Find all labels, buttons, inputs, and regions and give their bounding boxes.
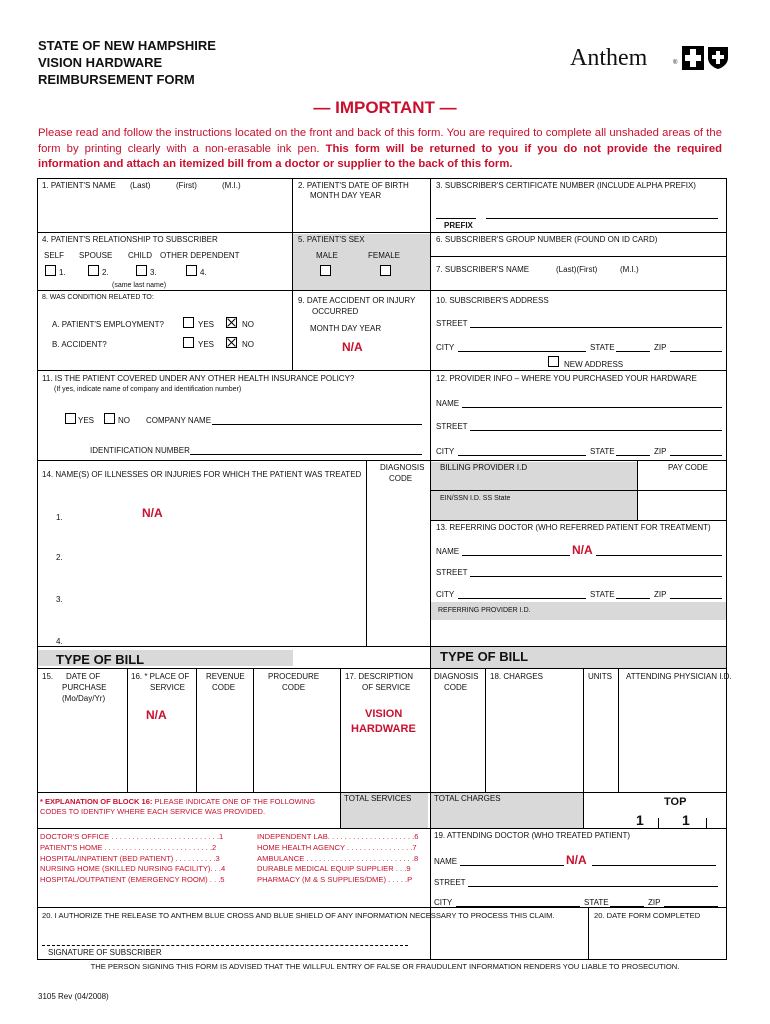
description-value-1[interactable]: VISION	[365, 708, 403, 720]
relationship-other-label: OTHER DEPENDENT	[160, 251, 240, 260]
accident-date-label: 9. DATE ACCIDENT OR INJURY	[298, 296, 416, 305]
accident-question: B. ACCIDENT?	[52, 340, 107, 349]
patient-dob-input[interactable]	[295, 203, 428, 230]
illness-line-2-number: 2.	[56, 553, 63, 562]
referring-provider-id-label: REFERRING PROVIDER I.D.	[438, 607, 531, 614]
patient-sex-label: 5. PATIENT'S SEX	[298, 235, 365, 244]
code-item-5: HOSPITAL/OUTPATIENT (EMERGENCY ROOM) . . .5	[40, 875, 225, 885]
address-street-input[interactable]	[470, 319, 722, 328]
grid-line	[37, 178, 727, 179]
illness-line-1-value[interactable]: N/A	[142, 506, 163, 520]
col-place-service-label-1: 16. * PLACE OF	[131, 672, 190, 681]
signature-line	[42, 945, 408, 946]
illness-line-3-number: 3.	[56, 595, 63, 604]
provider-city-label: CITY	[436, 447, 455, 456]
form-title-line3: REIMBURSEMENT FORM	[38, 72, 195, 87]
relationship-other-checkbox[interactable]	[186, 265, 197, 276]
col-revenue-label-2: CODE	[212, 683, 236, 692]
grid-line	[196, 668, 197, 792]
subscriber-name-label: 7. SUBSCRIBER'S NAME	[436, 265, 530, 274]
relationship-spouse-label: SPOUSE	[79, 251, 113, 260]
address-state-input[interactable]	[616, 343, 650, 352]
code-item-1: DOCTOR'S OFFICE . . . . . . . . . . . . . . . . . . . . . . . . . .1	[40, 832, 224, 841]
col-date-purchase-label-3: (Mo/Day/Yr)	[62, 694, 106, 703]
provider-city-input[interactable]	[458, 447, 586, 456]
subscriber-name-input[interactable]	[433, 276, 725, 289]
signature-input[interactable]	[42, 925, 408, 945]
grid-line	[37, 232, 727, 233]
referring-zip-input[interactable]	[670, 590, 722, 599]
important-instructions	[38, 126, 722, 173]
code-item-6: INDEPENDENT LAB. . . . . . . . . . . . . . . . . . . . .6	[257, 832, 419, 841]
col-place-service-label-2: SERVICE	[150, 683, 185, 692]
referring-state-input[interactable]	[616, 590, 650, 599]
accident-date-sub-label: MONTH DAY YEAR	[310, 324, 382, 333]
grid-line	[37, 460, 727, 461]
billing-provider-label: BILLING PROVIDER I.D	[440, 463, 528, 472]
type-of-bill-right: TYPE OF BILL	[440, 649, 529, 664]
top-label: TOP	[664, 796, 687, 808]
codes-list-left	[40, 832, 255, 886]
grid-line	[430, 520, 726, 521]
pay-code-label: PAY CODE	[668, 463, 709, 472]
total-charges-label: TOTAL CHARGES	[434, 794, 501, 803]
relationship-spouse-checkbox[interactable]	[88, 265, 99, 276]
grid-line	[37, 668, 727, 669]
attending-name-value[interactable]: N/A	[566, 853, 587, 867]
code-item-4: NURSING HOME (SKILLED NURSING FACILITY). . .4	[40, 864, 226, 874]
address-zip-label: ZIP	[654, 343, 667, 352]
referring-name-value[interactable]: N/A	[572, 543, 593, 557]
relationship-self-checkbox[interactable]	[45, 265, 56, 276]
subscriber-name-last-first-label: (Last)(First)	[556, 265, 598, 274]
block-16-explanation	[40, 797, 340, 817]
authorization-statement: 20. I AUTHORIZE THE RELEASE TO ANTHEM BLUE CROSS AND BLUE SHIELD OF ANY INFORMATION NECESSARY TO PROCESS THIS CLAIM.	[42, 911, 555, 920]
description-value-2[interactable]: HARDWARE	[351, 723, 416, 735]
condition-related-label: 8. WAS CONDITION RELATED TO:	[42, 294, 154, 301]
other-insurance-no-label: NO	[118, 416, 130, 425]
grid-line	[485, 668, 486, 792]
codes-list-right	[257, 832, 425, 886]
provider-info-label: 12. PROVIDER INFO – WHERE YOU PURCHASED YOUR HARDWARE	[436, 374, 697, 383]
code-item-2: PATIENT'S HOME . . . . . . . . . . . . . . . . . . . . . . . . . .2	[40, 842, 217, 852]
group-number-label: 6. SUBSCRIBER'S GROUP NUMBER (FOUND ON ID CARD)	[436, 235, 658, 244]
grid-line	[37, 370, 727, 371]
grid-line	[37, 646, 727, 647]
referring-name-line-1	[462, 547, 570, 556]
top-value-2[interactable]: 1	[682, 812, 690, 828]
instructions-warning: This form will be returned to you if you do not provide the required information and attach an itemized bill from a doctor or supplier to the back of this form.	[38, 142, 723, 170]
prefix-label: PREFIX	[444, 221, 473, 230]
patient-name-last-label: (Last)	[130, 181, 151, 190]
accident-yes-checkbox[interactable]	[183, 337, 194, 348]
address-zip-input[interactable]	[670, 343, 722, 352]
diagnosis-label: DIAGNOSIS	[380, 463, 425, 472]
employment-no-label: NO	[242, 320, 254, 329]
grid-line	[618, 668, 619, 792]
grid-line	[37, 290, 727, 291]
patient-name-mi-label: (M.I.)	[222, 181, 241, 190]
form-revision: 3105 Rev (04/2008)	[38, 992, 109, 1001]
code-item-p: PHARMACY (M & S SUPPLIES/DME) . . . . .P	[257, 875, 413, 885]
address-state-label: STATE	[590, 343, 615, 352]
prosecution-warning: THE PERSON SIGNING THIS FORM IS ADVISED THAT THE WILLFUL ENTRY OF FALSE OR FRAUDULENT INFORMATION RENDERS YOU LIABLE TO PROSECUTION.	[90, 962, 680, 971]
top-divider	[658, 818, 659, 828]
col-15-number: 15.	[42, 672, 54, 681]
logo-registered-mark: ®	[673, 60, 678, 66]
provider-state-input[interactable]	[616, 447, 650, 456]
accident-date-value[interactable]: N/A	[342, 340, 363, 354]
date-completed-input[interactable]	[592, 922, 724, 956]
diagnosis-code-label: CODE	[389, 474, 413, 483]
col-description-label-2: OF SERVICE	[362, 683, 411, 692]
blue-shield-icon	[707, 46, 729, 70]
provider-zip-label: ZIP	[654, 447, 667, 456]
sex-male-label: MALE	[316, 251, 338, 260]
sex-female-label: FEMALE	[368, 251, 401, 260]
grid-line	[726, 178, 727, 959]
sex-female-checkbox[interactable]	[380, 265, 391, 276]
subscriber-address-label: 10. SUBSCRIBER'S ADDRESS	[436, 296, 549, 305]
col-revenue-label-1: REVENUE	[206, 672, 245, 681]
grid-line	[127, 668, 128, 792]
attending-state-label: STATE	[584, 898, 609, 907]
other-insurance-yes-checkbox[interactable]	[65, 413, 76, 424]
relationship-other-number: 4.	[200, 268, 207, 277]
other-insurance-yes-label: YES	[78, 416, 95, 425]
attending-name-label: NAME	[434, 857, 458, 866]
patient-dob-label: 2. PATIENT'S DATE OF BIRTH	[298, 181, 409, 190]
referring-street-input[interactable]	[470, 568, 722, 577]
group-number-input[interactable]	[433, 246, 725, 255]
col-date-purchase-label-2: PURCHASE	[62, 683, 107, 692]
referring-zip-label: ZIP	[654, 590, 667, 599]
grid-line	[430, 490, 726, 491]
illness-line-3-input[interactable]	[70, 582, 360, 604]
address-city-input[interactable]	[458, 343, 586, 352]
provider-street-label: STREET	[436, 422, 468, 431]
relationship-self-label: SELF	[44, 251, 65, 260]
same-last-name-note: (same last name)	[112, 282, 167, 289]
attending-city-label: CITY	[434, 898, 453, 907]
relationship-self-number: 1.	[59, 268, 66, 277]
company-name-label: COMPANY NAME	[146, 416, 212, 425]
grid-line	[588, 907, 589, 959]
col-units-label: UNITS	[588, 672, 612, 681]
block-16-explanation-text: PLEASE INDICATE ONE OF THE FOLLOWING	[152, 797, 316, 806]
date-completed-label: 20. DATE FORM COMPLETED	[594, 911, 701, 920]
accident-yes-label: YES	[198, 340, 215, 349]
instructions-text: Please read and follow the instructions located on the front and back of this form. You are required to complete all unshaded areas of the form by printing clearly with a non-erasable ink pen.	[38, 127, 722, 155]
illnesses-label: 14. NAME(S) OF ILLNESSES OR INJURIES FOR WHICH THE PATIENT WAS TREATED	[42, 470, 362, 479]
grid-line	[37, 828, 727, 829]
attending-city-input[interactable]	[456, 898, 580, 907]
patient-dob-sub-label: MONTH DAY YEAR	[310, 191, 382, 200]
address-street-label: STREET	[436, 319, 468, 328]
code-item-9: DURABLE MEDICAL EQUIP SUPPLIER . . .9	[257, 864, 411, 874]
grid-line	[430, 256, 726, 257]
block-16-explanation-title: * EXPLANATION OF BLOCK 16:	[40, 797, 153, 806]
col-diagnosis-label-2: CODE	[444, 683, 468, 692]
code-item-7: HOME HEALTH AGENCY . . . . . . . . . . . . . . . .7	[257, 842, 417, 852]
certificate-line	[486, 218, 718, 219]
accident-no-checkbox[interactable]	[226, 337, 237, 348]
relationship-label: 4. PATIENT'S RELATIONSHIP TO SUBSCRIBER	[42, 235, 218, 244]
patient-name-label: 1. PATIENT'S NAME	[42, 181, 116, 190]
attending-zip-input[interactable]	[664, 898, 718, 907]
illness-line-4-number: 4.	[56, 637, 63, 646]
employment-no-checkbox[interactable]	[226, 317, 237, 328]
prefix-line	[436, 218, 476, 219]
employment-yes-label: YES	[198, 320, 215, 329]
referring-state-label: STATE	[590, 590, 615, 599]
identification-number-label: IDENTIFICATION NUMBER	[90, 446, 190, 455]
relationship-spouse-number: 2.	[102, 268, 109, 277]
col-date-purchase-label-1: DATE OF	[66, 672, 101, 681]
grid-line	[253, 668, 254, 792]
accident-no-label: NO	[242, 340, 254, 349]
provider-name-label: NAME	[436, 399, 460, 408]
referring-name-label: NAME	[436, 547, 460, 556]
col-procedure-label-1: PROCEDURE	[268, 672, 320, 681]
provider-name-input[interactable]	[462, 399, 722, 408]
illness-line-4-input[interactable]	[70, 624, 360, 644]
type-of-bill-left: TYPE OF BILL	[56, 652, 145, 667]
grid-line	[37, 792, 727, 793]
accident-date-label-2: OCCURRED	[312, 307, 359, 316]
block-16-explanation-text-2: CODES TO IDENTIFY WHERE EACH SERVICE WAS PROVIDED.	[40, 807, 266, 816]
top-value-1[interactable]: 1	[636, 812, 644, 828]
attending-street-input[interactable]	[468, 878, 718, 887]
referring-city-label: CITY	[436, 590, 455, 599]
other-insurance-label: 11. IS THE PATIENT COVERED UNDER ANY OTHER HEALTH INSURANCE POLICY?	[42, 374, 355, 383]
col-description-label-1: 17. DESCRIPTION	[345, 672, 414, 681]
other-insurance-note: (If yes, indicate name of company and identification number)	[54, 386, 242, 393]
anthem-logo	[570, 44, 730, 74]
grid-line	[37, 907, 727, 908]
address-city-label: CITY	[436, 343, 455, 352]
form-title-line2: VISION HARDWARE	[38, 55, 163, 70]
certificate-number-label: 3. SUBSCRIBER'S CERTIFICATE NUMBER (INCLUDE ALPHA PREFIX)	[436, 181, 696, 190]
col-attending-label: ATTENDING PHYSICIAN I.D.	[626, 672, 732, 681]
col-procedure-label-2: CODE	[282, 683, 306, 692]
illness-line-1-number: 1.	[56, 513, 63, 522]
blue-cross-icon	[682, 46, 704, 70]
form-title-line1: STATE OF NEW HAMPSHIRE	[38, 38, 216, 53]
attending-street-label: STREET	[434, 878, 466, 887]
attending-zip-label: ZIP	[648, 898, 661, 907]
signature-label: SIGNATURE OF SUBSCRIBER	[48, 948, 162, 957]
employment-question: A. PATIENT'S EMPLOYMENT?	[52, 320, 164, 329]
total-services-label: TOTAL SERVICES	[344, 794, 412, 803]
grid-line	[430, 178, 431, 959]
logo-wordmark: Anthem	[570, 45, 648, 71]
sex-male-checkbox[interactable]	[320, 265, 331, 276]
referring-doctor-label: 13. REFERRING DOCTOR (WHO REFERRED PATIENT FOR TREATMENT)	[436, 523, 711, 532]
attending-state-input[interactable]	[610, 898, 644, 907]
grid-line	[37, 959, 727, 960]
relationship-child-checkbox[interactable]	[136, 265, 147, 276]
place-of-service-value[interactable]: N/A	[146, 708, 167, 722]
col-diagnosis-label-1: DIAGNOSIS	[434, 672, 479, 681]
attending-name-line-2	[592, 857, 716, 866]
new-address-checkbox[interactable]	[548, 356, 559, 367]
important-heading: — IMPORTANT —	[313, 98, 457, 117]
patient-name-first-label: (First)	[176, 181, 197, 190]
referring-street-label: STREET	[436, 568, 468, 577]
subscriber-name-mi-label: (M.I.)	[620, 265, 639, 274]
provider-street-input[interactable]	[470, 422, 722, 431]
attending-doctor-label: 19. ATTENDING DOCTOR (WHO TREATED PATIENT)	[434, 831, 631, 840]
certificate-number-input[interactable]	[486, 200, 718, 218]
relationship-child-label: CHILD	[128, 251, 153, 260]
grid-line	[366, 460, 367, 646]
employment-yes-checkbox[interactable]	[183, 317, 194, 328]
other-insurance-no-checkbox[interactable]	[104, 413, 115, 424]
company-name-input[interactable]	[212, 416, 422, 425]
grid-line	[37, 178, 38, 959]
grid-line	[583, 668, 584, 828]
referring-city-input[interactable]	[458, 590, 586, 599]
illness-line-2-input[interactable]	[70, 540, 360, 562]
provider-state-label: STATE	[590, 447, 615, 456]
grid-line	[340, 668, 341, 828]
attending-name-line-1	[460, 857, 564, 866]
grid-line	[292, 178, 293, 370]
top-divider-2	[706, 818, 707, 828]
patient-name-input[interactable]	[40, 194, 290, 230]
ein-label: EIN/SSN I.D. SS State	[440, 495, 511, 502]
identification-number-input[interactable]	[190, 446, 422, 455]
referring-name-line-2	[596, 547, 722, 556]
code-item-8: AMBULANCE . . . . . . . . . . . . . . . . . . . . . . . . . .8	[257, 853, 419, 863]
provider-zip-input[interactable]	[670, 447, 722, 456]
col-charges-label: 18. CHARGES	[490, 672, 543, 681]
relationship-child-number: 3.	[150, 268, 157, 277]
code-item-3: HOSPITAL/INPATIENT (BED PATIENT) . . . . . . . . . .3	[40, 853, 220, 863]
new-address-label: NEW ADDRESS	[564, 360, 624, 369]
